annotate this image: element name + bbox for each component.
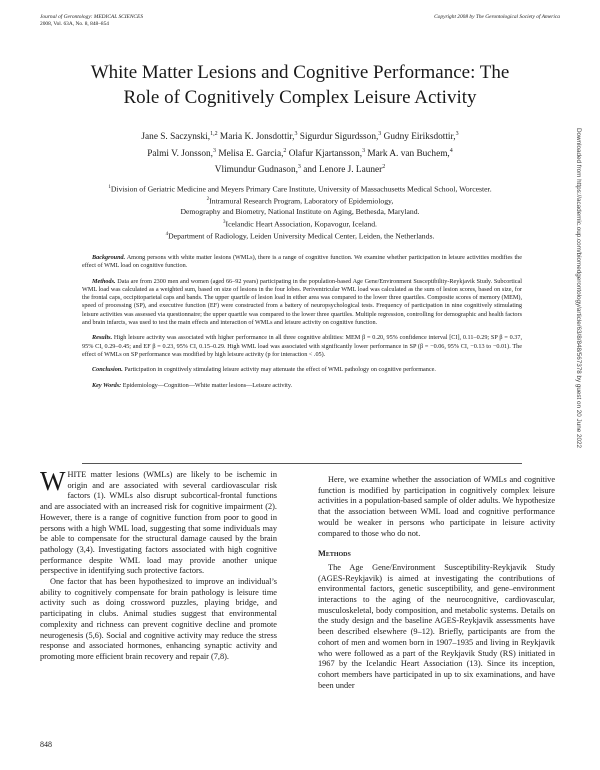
author-affil-mark: 3 (294, 131, 298, 137)
author-affil-mark: 2 (283, 147, 287, 154)
affiliation-text: Demography and Biometry, National Institute on Aging, Bethesda, Maryland. (180, 207, 420, 217)
intro-text-1: matter lesions (WMLs) are likely to be ischemic in origin and are associated with several cardiovascular risk factors (1). WMLs also disrupt subcortical-frontal functions and are associated with an increased risk for cognitive impairment (2). However, there is a range of cognitive function from poor to good in persons with a high WML load, suggesting that some individuals may be able to compensate for the structural damage caused by the brain pathology (3,4). Investigating factors associated with high cognitive performance despite WML load may provide another unique perspective in identifying such protective factors. (40, 470, 277, 576)
author-affil-mark: 1,2 (210, 131, 218, 137)
affiliation-text: Intramural Research Program, Laboratory of Epidemiology, (209, 196, 394, 206)
affiliation (40, 218, 560, 230)
author: Vlimundur Gudnason, (214, 165, 298, 176)
article-title (40, 60, 560, 110)
title-line-1: White Matter Lesions and Cognitive Performance: The (90, 62, 510, 83)
author: Palmi V. Jonsson, (147, 148, 214, 159)
affiliation-mark: 4 (165, 231, 169, 237)
body-column-left (40, 466, 277, 663)
author-list (60, 128, 540, 178)
abstract-conclusion (82, 366, 522, 374)
title-line-2: Role of Cognitively Complex Leisure Activity (123, 87, 477, 108)
affiliation (40, 207, 560, 218)
abstract-background (82, 254, 522, 271)
volume-pages: 2008, Vol. 63A, No. 8, 848–854 (40, 21, 109, 27)
author: and Lenore J. Launer (300, 165, 383, 176)
author: Melisa E. Garcia, (216, 148, 284, 159)
author: Jane S. Saczynski, (141, 132, 211, 143)
affiliation-text: Icelandic Heart Association, Kopavogur, Iceland. (225, 219, 377, 229)
methods-text: Data are from 2300 men and women (aged 66–92 years) participating in the population-based Age Gene/Environment Susceptibility-Reykjavik Study. Subcortical WML load was calculated as a weighted sum, based on size of lesions in the four lobes. Periventricular WML load was calculated as the sum of lesion scores, based on size, for the frontal caps, occipitoparietal caps and bands. The upper quartile of lesion load in either area was compared to the lower three quartiles. Composite scores of memory (MEM), speed of processing (SP), and executive function (EF) were constructed from a battery of neuropsychological tests. Frequency of participation in nine cognitively stimulating leisure activities was assessed via questionnaire; the upper quartile was compared to the lower three quartiles. Multiple regression, controlling for demographic and health factors and brain infarcts, was used to test the main effects and interaction of WMLs and leisure activity on cognitive function. (82, 277, 523, 327)
author-affil-mark: 3 (455, 131, 459, 137)
download-note: Downloaded from https://academic.oup.com/biomedgerontology/article/63/8/848/567378 by guest on 20 June 2022 (575, 128, 582, 448)
author: Mark A. van Buchem, (365, 148, 450, 159)
methods-label: Methods. (92, 277, 116, 285)
affiliation-mark: 3 (223, 219, 226, 225)
affiliation (40, 183, 560, 195)
abstract-results (82, 334, 522, 359)
keywords-text: Epidemiology—Cognition—White matter lesions—Leisure activity. (122, 381, 293, 389)
affiliation (40, 230, 560, 242)
results-text: High leisure activity was associated with higher performance in all three cognitive abilities: MEM β = 0.20, 95% confidence interval [CI], 0.11–0.29; SP β = 0.37, 95% CI, 0.29–0.45; and EF β = 0.23, 95% CI, 0.15–0.29. High WML load was associated with significantly lower performance in SP (β = −0.06, 95% CI, −0.13 to −0.01). The effect of WMLs on SP performance was modified by high leisure activity (p for interaction < .05). (82, 334, 522, 358)
abstract-divider (82, 463, 522, 464)
author: Sigurdur Sigurdsson, (297, 132, 379, 143)
lead-in-caps: HITE (67, 470, 87, 479)
conclusion-text: Participation in cognitively stimulating leisure activity may attenuate the effect of WML pathology on cognitive performance. (124, 366, 436, 374)
background-text: Among persons with white matter lesions (WMLs), there is a range of cognitive function. We examine whether participation in leisure activities modifies the effect of WML load on cognitive function. (82, 254, 522, 270)
journal-header (40, 14, 143, 28)
author-affil-mark: 4 (449, 147, 453, 154)
page-number: 848 (40, 740, 52, 749)
affiliation (40, 195, 560, 207)
affiliation-mark: 1 (108, 185, 111, 190)
intro-paragraph-2: One factor that has been hypothesized to improve an individual’s ability to cognitively compensate for brain pathology is leisure time activity such as doing crossword puzzles, playing bridge, and participating in clubs. Animal studies suggest that environmental complexity and richness can prevent cognitive decline and promote neurogenesis (5,6). Social and cognitive activity may reduce the stress response and associated hormones, enhancing synaptic activity and promoting more efficient brain recovery and repair (7,8). (40, 577, 277, 661)
intro-paragraph-3: Here, we examine whether the association of WMLs and cognitive function is modified by participation in cognitively complex leisure activities in a population-based sample of older adults. We hypothesize that the association between WML load and cognitive performance would be weaker in persons who participate in leisure activity compared to those who do not. (318, 475, 555, 538)
body-column-right (318, 475, 555, 691)
abstract-methods (82, 278, 522, 328)
affiliation-text: Division of Geriatric Medicine and Meyers Primary Care Institute, University of Massachusetts Medical School, Worcester. (110, 184, 492, 194)
affiliations (40, 183, 560, 242)
author-affil-mark: 2 (382, 164, 386, 171)
keywords (82, 382, 522, 390)
keywords-label: Key Words: (92, 381, 122, 389)
author-affil-mark: 3 (213, 147, 217, 154)
journal-name: Journal of Gerontology: MEDICAL SCIENCES (40, 14, 144, 20)
author: Olafur Kjartansson, (286, 148, 363, 159)
background-label: Background. (92, 254, 126, 261)
author-affil-mark: 3 (378, 131, 382, 137)
conclusion-label: Conclusion. (92, 366, 123, 374)
abstract (82, 254, 522, 397)
copyright-notice: Copyright 2008 by The Gerontological Society of America (434, 14, 560, 20)
author: Gudny Eiriksdottir, (381, 132, 456, 143)
methods-paragraph-1: The Age Gene/Environment Susceptibility-Reykjavik Study (AGES-Reykjavik) is aimed at investigating the contributions of environmental factors, genetic susceptibility, and gene–environment interactions to the aging of the neurocognitive, cardiovascular, musculoskeletal, body composition, and metabolic systems. Details on the study design and the baseline AGES-Reykjavik assessments have been described elsewhere (9–12). Briefly, participants are from the cohort of men and women born in 1907–1935 and living in Reykjavik who were followed as a part of the Reykjavik Study (RS) initiated in 1967 by the Icelandic Heart Association (13). Since its inception, cohort members have participated in up to six examinations, and have been under (318, 562, 555, 690)
methods-heading: Methods (318, 549, 351, 559)
author-affil-mark: 3 (362, 147, 366, 154)
intro-paragraph-1 (40, 466, 277, 577)
affiliation-mark: 2 (206, 197, 210, 203)
download-watermark (574, 128, 590, 588)
results-label: Results. (92, 334, 113, 342)
author-affil-mark: 3 (297, 164, 301, 171)
drop-cap: W (40, 466, 66, 496)
author: Maria K. Jonsdottir, (217, 132, 295, 143)
affiliation-text: Department of Radiology, Leiden University Medical Center, Leiden, the Netherlands. (168, 231, 435, 241)
